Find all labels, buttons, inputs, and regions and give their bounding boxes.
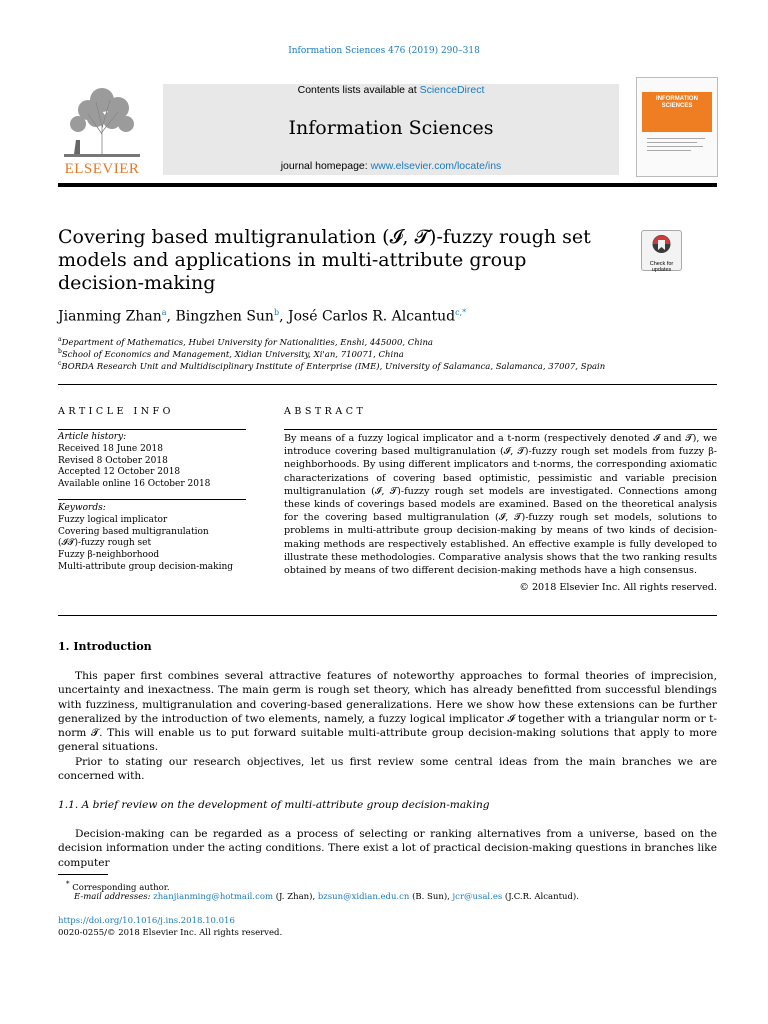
section-heading: 1. Introduction [58,640,152,653]
contents-line [163,84,619,96]
abstract-bottom-rule [58,615,717,616]
email-link-sun[interactable]: bzsun@xidian.edu.cn [317,892,410,902]
email-link-alcantud[interactable]: jcr@usal.es [452,892,503,902]
subsection-heading: 1.1. A brief review on the development of multi-attribute group decision-making [58,799,490,811]
history-received: Received 18 June 2018 [58,443,163,454]
author-affiliation-mark[interactable]: b [273,308,280,317]
email-link-zhan[interactable]: zhanjianming@hotmail.com [153,892,274,902]
keyword-item: Covering based multigranulation [58,526,209,537]
intro-paragraph-2: Prior to stating our research objectives, let us first review some central ideas from the main branches we are concerned with. [58,755,717,783]
subsection-paragraph-1: Decision-making can be regarded as a process of selecting or ranking alternatives from a universe, based on the decision information under the acting conditions. There exist a lot of practical decision-making questions in branches like computer [58,828,717,869]
homepage-line [163,160,619,172]
author-list: Jianming Zhan$^a$, Bingzhen Sun$^b$, José Carlos R. Alcantud$^{c,*}$ [58,308,467,325]
keyword-item: Fuzzy logical implicator [58,514,168,525]
journal-cover-image[interactable] [636,77,718,177]
article-info-rule [58,429,246,430]
author-affiliation-mark[interactable]: c,* [455,308,467,317]
crossmark-label: Check for updates [649,261,674,273]
article-info-heading: ARTICLE INFO [58,406,174,417]
corresponding-footnote: * Corresponding author. [66,879,170,893]
abstract-rule [284,429,717,430]
abstract-copyright: © 2018 Elsevier Inc. All rights reserved. [519,582,717,593]
article-history [58,432,258,491]
affiliation-c: $^c$BORDA Research Unit and Multidisciplinary Institute of Enterprise (IME), University of Salamanca, Salamanca, 37007, Spain [58,360,606,372]
author-name[interactable]: José Carlos R. Alcantud [287,308,456,325]
affiliation-rule [58,384,717,385]
journal-homepage-link[interactable]: www.elsevier.com/locate/ins [370,160,502,172]
keywords [58,503,258,574]
sciencedirect-link[interactable]: ScienceDirect [419,84,485,96]
abstract-heading: ABSTRACT [284,406,367,417]
contents-prefix: Contents lists available at [297,84,420,96]
keywords-rule [58,499,246,500]
history-accepted: Accepted 12 October 2018 [58,467,181,478]
abstract-text: By means of a fuzzy logical implicator and a t-norm (respectively denoted 𝓘 and 𝓣), we introduce covering based multigranulation (𝓘, 𝓣)-fuzzy rough set models from fuzzy β-neighborhoods. By using different implicators and t-norms, the corresponding axiomatic characterizations of covering based optimistic, pessimistic and variable precision multigranulation (𝓘, 𝓣)-fuzzy rough set models are investigated. Connections among these kinds of coverings based models are examined. Based on the theoretical analysis for the covering based multigranulation (𝓘, 𝓣)-fuzzy rough set models, solutions to problems in multi-attribute group decision-making by means of two kinds of decision-making methods are respectively established. An effective example is fully developed to illustrate these methodologies. Comparative analysis shows that the two ranking results obtained by means of two different decision-making methods have a high consensus. [284,433,717,577]
check-for-updates-button[interactable] [641,230,682,271]
keyword-item: (𝓘𝓣)-fuzzy rough set [58,538,152,549]
cover-title: INFORMATION SCIENCES [656,96,698,109]
affiliation-b: $^b$School of Economics and Management, Xidian University, Xi'an, 710071, China [58,348,404,360]
header-rule [58,183,717,187]
history-label: Article history: [58,432,127,442]
history-revised: Revised 8 October 2018 [58,455,168,466]
doi-link[interactable]: https://doi.org/10.1016/j.ins.2018.10.016 [58,916,235,926]
author-affiliation-mark[interactable]: a [161,308,167,317]
history-online: Available online 16 October 2018 [58,479,211,490]
keyword-item: Multi-attribute group decision-making [58,561,234,572]
journal-title: Information Sciences [288,117,494,139]
intro-paragraphs [58,669,717,783]
issn-line: 0020-0255/© 2018 Elsevier Inc. All rights reserved. [58,928,283,938]
subsection-paragraphs [58,827,717,870]
author-name[interactable]: Bingzhen Sun [175,308,274,325]
homepage-prefix: journal homepage: [280,160,371,172]
elsevier-wordmark: ELSEVIER [64,161,140,177]
keywords-label: Keywords: [58,503,106,513]
journal-citation-link[interactable]: Information Sciences 476 (2019) 290–318 [288,46,480,56]
author-name[interactable]: Jianming Zhan [58,308,162,325]
affiliation-a: $^a$Department of Mathematics, Hubei University for Nationalities, Enshi, 445000, China [58,336,433,348]
email-label: E-mail addresses: [74,892,151,902]
paper-title: Covering based multigranulation (𝓘, 𝓣)-fuzzy rough set models and applications in multi-attribute group decision-making [58,226,591,294]
email-footnote: E-mail addresses: zhanjianming@hotmail.com (J. Zhan), bzsun@xidian.edu.cn (B. Sun), jcr@usal.es (J.C.R. Alcantud). [74,892,579,902]
footnote-rule [58,874,108,875]
crossmark-icon [642,231,681,257]
intro-paragraph-1: This paper first combines several attractive features of noteworthy approaches to formal theories of imprecision, uncertainty and inexactness. The main germ is rough set theory, which has already benefitted from successful blendings with fuzziness, multigranulation and covering-based generalizations. Here we show how these extensions can be further generalized by the introduction of two elements, namely, a fuzzy logical implicator 𝓘 together with a triangular norm or t-norm 𝓣. This will enable us to put forward suitable multi-attribute group decision-making solutions that apply to more general situations. [58,670,717,754]
keyword-item: Fuzzy β-neighborhood [58,550,160,561]
